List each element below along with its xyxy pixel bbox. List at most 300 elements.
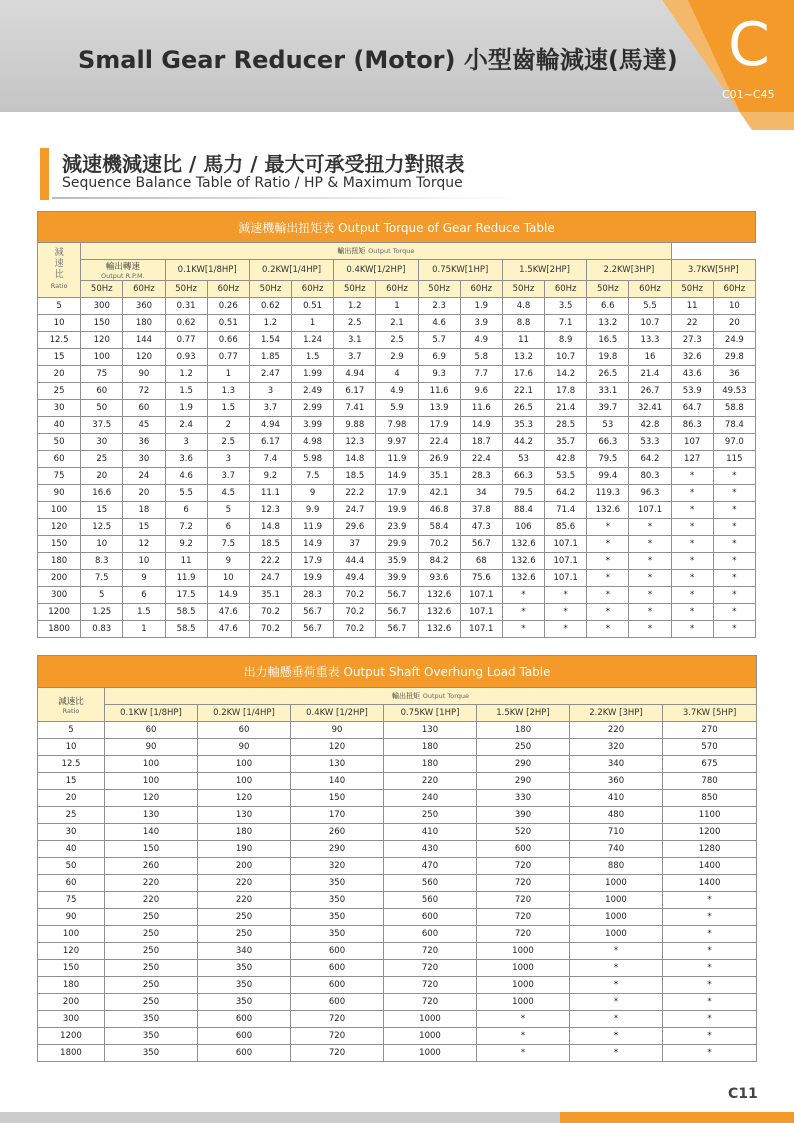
power-header: 0.2KW [1/4HP] <box>198 705 291 722</box>
value-cell: 250 <box>384 807 477 824</box>
power-header: 1.5KW [2HP] <box>477 705 570 722</box>
value-cell: 17.9 <box>292 553 334 570</box>
value-cell: 1000 <box>384 1028 477 1045</box>
power-header: 3.7KW [5HP] <box>663 705 757 722</box>
value-cell: 1.54 <box>249 332 291 349</box>
value-cell: * <box>587 519 629 536</box>
value-cell: 20 <box>123 485 165 502</box>
value-cell: 740 <box>570 841 663 858</box>
ratio-cell: 15 <box>38 773 105 790</box>
value-cell: 300 <box>81 298 123 315</box>
table-row <box>38 756 757 773</box>
value-cell: 34 <box>460 485 502 502</box>
torque-header <box>81 243 671 260</box>
value-cell: * <box>663 1028 757 1045</box>
ratio-cell: 40 <box>38 417 81 434</box>
value-cell: 290 <box>477 756 570 773</box>
value-cell: 46.8 <box>418 502 460 519</box>
value-cell: * <box>671 621 713 638</box>
value-cell: 560 <box>384 875 477 892</box>
value-cell: 1 <box>292 315 334 332</box>
value-cell: 430 <box>384 841 477 858</box>
value-cell: 1000 <box>477 977 570 994</box>
value-cell: 10.7 <box>629 315 671 332</box>
value-cell: 350 <box>291 875 384 892</box>
value-cell: 11 <box>165 553 207 570</box>
value-cell: 250 <box>105 960 198 977</box>
value-cell: * <box>629 587 671 604</box>
value-cell: * <box>663 960 757 977</box>
value-cell: 79.5 <box>502 485 544 502</box>
value-cell: 11.6 <box>418 383 460 400</box>
value-cell: 4.94 <box>249 417 291 434</box>
value-cell: 9 <box>123 570 165 587</box>
value-cell: * <box>570 960 663 977</box>
value-cell: 3.6 <box>165 451 207 468</box>
value-cell: 720 <box>477 909 570 926</box>
value-cell: 250 <box>198 926 291 943</box>
torque-header-zh: 輸出扭矩 <box>337 247 366 255</box>
value-cell: 17.8 <box>545 383 587 400</box>
table-row <box>38 468 756 485</box>
value-cell: 1400 <box>663 858 757 875</box>
value-cell: 37.8 <box>460 502 502 519</box>
value-cell: 96.3 <box>629 485 671 502</box>
ratio-header <box>38 688 105 722</box>
value-cell: 107 <box>671 434 713 451</box>
value-cell: 106 <box>502 519 544 536</box>
value-cell: 33.1 <box>587 383 629 400</box>
value-cell: 53 <box>587 417 629 434</box>
value-cell: 53 <box>502 451 544 468</box>
value-cell: 1.5 <box>165 383 207 400</box>
hz-header: 60Hz <box>629 281 671 298</box>
ratio-cell: 1800 <box>38 621 81 638</box>
value-cell: 107.1 <box>629 502 671 519</box>
section-letter: C <box>728 10 770 80</box>
value-cell: * <box>587 621 629 638</box>
value-cell: 79.5 <box>587 451 629 468</box>
ratio-cell: 300 <box>38 1011 105 1028</box>
value-cell: 6.17 <box>249 434 291 451</box>
value-cell: 350 <box>291 892 384 909</box>
value-cell: 24.7 <box>249 570 291 587</box>
table-row <box>38 909 757 926</box>
value-cell: 12.3 <box>249 502 291 519</box>
value-cell: 600 <box>291 977 384 994</box>
ratio-cell: 10 <box>38 315 81 332</box>
ratio-header-zh: 減速比 <box>54 248 64 280</box>
value-cell: 99.4 <box>587 468 629 485</box>
table-row <box>38 519 756 536</box>
value-cell: 78.4 <box>713 417 755 434</box>
value-cell: 20 <box>713 315 755 332</box>
value-cell: 42.8 <box>629 417 671 434</box>
value-cell: 1000 <box>570 875 663 892</box>
value-cell: 3.7 <box>334 349 376 366</box>
value-cell: 24.9 <box>713 332 755 349</box>
ratio-cell: 40 <box>38 841 105 858</box>
value-cell: 12.5 <box>81 519 123 536</box>
value-cell: 10.7 <box>545 349 587 366</box>
power-header: 3.7KW[5HP] <box>671 260 755 281</box>
value-cell: 90 <box>123 366 165 383</box>
value-cell: 0.51 <box>292 298 334 315</box>
value-cell: 600 <box>477 841 570 858</box>
value-cell: 600 <box>291 943 384 960</box>
value-cell: 1.25 <box>81 604 123 621</box>
ratio-cell: 60 <box>38 875 105 892</box>
value-cell: 11 <box>671 298 713 315</box>
table-row <box>38 587 756 604</box>
value-cell: 600 <box>198 1028 291 1045</box>
value-cell: 410 <box>384 824 477 841</box>
value-cell: * <box>713 519 755 536</box>
value-cell: 5.5 <box>629 298 671 315</box>
value-cell: 19.9 <box>376 502 418 519</box>
value-cell: * <box>671 553 713 570</box>
value-cell: 86.3 <box>671 417 713 434</box>
value-cell: * <box>671 519 713 536</box>
value-cell: 36 <box>713 366 755 383</box>
value-cell: 14.9 <box>292 536 334 553</box>
table-row <box>38 960 757 977</box>
value-cell: 64.2 <box>545 485 587 502</box>
value-cell: 520 <box>477 824 570 841</box>
value-cell: * <box>671 570 713 587</box>
value-cell: 39.9 <box>376 570 418 587</box>
value-cell: 1 <box>376 298 418 315</box>
value-cell: 4.6 <box>418 315 460 332</box>
value-cell: 600 <box>291 994 384 1011</box>
ratio-cell: 5 <box>38 298 81 315</box>
value-cell: 2.4 <box>165 417 207 434</box>
value-cell: 132.6 <box>502 553 544 570</box>
value-cell: 720 <box>477 858 570 875</box>
value-cell: 6 <box>165 502 207 519</box>
torque-header-zh: 輸出扭矩 <box>392 692 421 700</box>
value-cell: 35.1 <box>249 587 291 604</box>
value-cell: 5.8 <box>460 349 502 366</box>
value-cell: * <box>663 909 757 926</box>
value-cell: * <box>502 604 544 621</box>
value-cell: * <box>671 587 713 604</box>
value-cell: 3 <box>165 434 207 451</box>
value-cell: 720 <box>384 977 477 994</box>
value-cell: 470 <box>384 858 477 875</box>
hz-header: 50Hz <box>334 281 376 298</box>
value-cell: 9.3 <box>418 366 460 383</box>
value-cell: 350 <box>198 977 291 994</box>
value-cell: 180 <box>477 722 570 739</box>
value-cell: 260 <box>291 824 384 841</box>
value-cell: * <box>671 536 713 553</box>
value-cell: 9.88 <box>334 417 376 434</box>
value-cell: * <box>629 553 671 570</box>
hz-header: 50Hz <box>502 281 544 298</box>
value-cell: 3 <box>207 451 249 468</box>
value-cell: 350 <box>105 1045 198 1062</box>
value-cell: 2.9 <box>376 349 418 366</box>
ratio-cell: 120 <box>38 943 105 960</box>
value-cell: * <box>629 621 671 638</box>
value-cell: 8.9 <box>545 332 587 349</box>
value-cell: 144 <box>123 332 165 349</box>
table-row <box>38 875 757 892</box>
value-cell: 28.3 <box>460 468 502 485</box>
value-cell: 180 <box>384 756 477 773</box>
value-cell: 220 <box>384 773 477 790</box>
table-row <box>38 790 757 807</box>
value-cell: * <box>545 587 587 604</box>
hz-header: 60Hz <box>376 281 418 298</box>
power-header: 0.75KW [1HP] <box>384 705 477 722</box>
value-cell: 11.1 <box>249 485 291 502</box>
value-cell: 13.3 <box>629 332 671 349</box>
value-cell: 12.3 <box>334 434 376 451</box>
value-cell: 2.99 <box>292 400 334 417</box>
ratio-cell: 300 <box>38 587 81 604</box>
value-cell: 80.3 <box>629 468 671 485</box>
value-cell: * <box>663 943 757 960</box>
value-cell: 220 <box>105 875 198 892</box>
value-cell: 260 <box>105 858 198 875</box>
power-header: 0.75KW[1HP] <box>418 260 502 281</box>
value-cell: 5.98 <box>292 451 334 468</box>
power-header: 0.4KW [1/2HP] <box>291 705 384 722</box>
value-cell: 7.2 <box>165 519 207 536</box>
value-cell: 58.8 <box>713 400 755 417</box>
value-cell: 93.6 <box>418 570 460 587</box>
table-row <box>38 739 757 756</box>
value-cell: 2.5 <box>376 332 418 349</box>
value-cell: 2.49 <box>292 383 334 400</box>
value-cell: 3.9 <box>460 315 502 332</box>
ratio-cell: 90 <box>38 909 105 926</box>
value-cell: 6.9 <box>418 349 460 366</box>
page-title: Small Gear Reducer (Motor) 小型齒輪減速(馬達) <box>78 46 678 74</box>
value-cell: 26.5 <box>502 400 544 417</box>
value-cell: * <box>713 536 755 553</box>
value-cell: 9.2 <box>249 468 291 485</box>
ratio-cell: 25 <box>38 383 81 400</box>
table-row <box>38 943 757 960</box>
value-cell: 1400 <box>663 875 757 892</box>
value-cell: 270 <box>663 722 757 739</box>
value-cell: 150 <box>105 841 198 858</box>
value-cell: 320 <box>570 739 663 756</box>
value-cell: 49.4 <box>334 570 376 587</box>
value-cell: 120 <box>123 349 165 366</box>
value-cell: 56.7 <box>376 587 418 604</box>
value-cell: 22.4 <box>460 451 502 468</box>
table-row <box>38 349 756 366</box>
value-cell: 11.9 <box>292 519 334 536</box>
section-corner-tab <box>0 0 794 130</box>
value-cell: 107.1 <box>545 536 587 553</box>
table-row <box>38 536 756 553</box>
value-cell: 6 <box>123 587 165 604</box>
value-cell: 4 <box>376 366 418 383</box>
value-cell: 28.5 <box>545 417 587 434</box>
value-cell: 240 <box>384 790 477 807</box>
value-cell: 780 <box>663 773 757 790</box>
value-cell: 6 <box>207 519 249 536</box>
value-cell: 1.9 <box>460 298 502 315</box>
value-cell: 9 <box>207 553 249 570</box>
value-cell: 64.2 <box>629 451 671 468</box>
ratio-cell: 1200 <box>38 1028 105 1045</box>
value-cell: 4.98 <box>292 434 334 451</box>
value-cell: 4.94 <box>334 366 376 383</box>
value-cell: 132.6 <box>587 502 629 519</box>
value-cell: 17.9 <box>418 417 460 434</box>
value-cell: 3 <box>249 383 291 400</box>
value-cell: 0.77 <box>207 349 249 366</box>
value-cell: 1.2 <box>165 366 207 383</box>
value-cell: * <box>545 621 587 638</box>
value-cell: 100 <box>105 773 198 790</box>
section-divider <box>52 197 522 199</box>
value-cell: 18.5 <box>249 536 291 553</box>
value-cell: 3.1 <box>334 332 376 349</box>
value-cell: * <box>629 536 671 553</box>
table-row <box>38 383 756 400</box>
value-cell: * <box>570 977 663 994</box>
value-cell: 2.5 <box>334 315 376 332</box>
value-cell: 250 <box>105 926 198 943</box>
value-cell: 127 <box>671 451 713 468</box>
value-cell: 32.41 <box>629 400 671 417</box>
value-cell: 1280 <box>663 841 757 858</box>
value-cell: 132.6 <box>418 587 460 604</box>
value-cell: 8.3 <box>81 553 123 570</box>
value-cell: 47.3 <box>460 519 502 536</box>
value-cell: * <box>587 587 629 604</box>
value-cell: 6.6 <box>587 298 629 315</box>
value-cell: 7.5 <box>292 468 334 485</box>
value-cell: 710 <box>570 824 663 841</box>
value-cell: 47.6 <box>207 604 249 621</box>
value-cell: 115 <box>713 451 755 468</box>
value-cell: 10 <box>123 553 165 570</box>
value-cell: 53.5 <box>545 468 587 485</box>
value-cell: 25 <box>81 451 123 468</box>
value-cell: 11.9 <box>376 451 418 468</box>
value-cell: 58.5 <box>165 621 207 638</box>
value-cell: 90 <box>198 739 291 756</box>
value-cell: 1.99 <box>292 366 334 383</box>
value-cell: 22 <box>671 315 713 332</box>
value-cell: 1 <box>207 366 249 383</box>
table-row <box>38 485 756 502</box>
speed-header-en: Output R.P.M. <box>101 272 145 280</box>
value-cell: 22.2 <box>334 485 376 502</box>
ratio-cell: 25 <box>38 807 105 824</box>
value-cell: 180 <box>384 739 477 756</box>
table-row <box>38 1028 757 1045</box>
value-cell: 0.51 <box>207 315 249 332</box>
value-cell: 70.2 <box>249 621 291 638</box>
value-cell: 27.3 <box>671 332 713 349</box>
value-cell: 720 <box>384 994 477 1011</box>
value-cell: 56.7 <box>460 536 502 553</box>
value-cell: 14.8 <box>249 519 291 536</box>
value-cell: 16 <box>629 349 671 366</box>
value-cell: 675 <box>663 756 757 773</box>
torque-header <box>105 688 757 705</box>
value-cell: 29.8 <box>713 349 755 366</box>
value-cell: 1.3 <box>207 383 249 400</box>
value-cell: 7.4 <box>249 451 291 468</box>
value-cell: 1100 <box>663 807 757 824</box>
value-cell: 600 <box>198 1045 291 1062</box>
value-cell: 11.6 <box>460 400 502 417</box>
value-cell: * <box>477 1045 570 1062</box>
value-cell: * <box>713 587 755 604</box>
value-cell: 1000 <box>384 1045 477 1062</box>
value-cell: 2 <box>207 417 249 434</box>
value-cell: 3.5 <box>545 298 587 315</box>
value-cell: 70.2 <box>334 621 376 638</box>
value-cell: 2.3 <box>418 298 460 315</box>
value-cell: 30 <box>123 451 165 468</box>
table-row <box>38 604 756 621</box>
hz-header: 50Hz <box>81 281 123 298</box>
value-cell: 100 <box>198 756 291 773</box>
value-cell: * <box>671 604 713 621</box>
value-cell: 17.9 <box>376 485 418 502</box>
value-cell: 1000 <box>570 926 663 943</box>
value-cell: 250 <box>198 909 291 926</box>
table-row <box>38 977 757 994</box>
table-row <box>38 994 757 1011</box>
hz-header: 60Hz <box>207 281 249 298</box>
value-cell: 720 <box>291 1045 384 1062</box>
table-row <box>38 332 756 349</box>
value-cell: 29.6 <box>334 519 376 536</box>
value-cell: 330 <box>477 790 570 807</box>
value-cell: 8.8 <box>502 315 544 332</box>
value-cell: 1.85 <box>249 349 291 366</box>
overhung-table-title: 出力軸懸垂荷重表 Output Shaft Overhung Load Table <box>38 656 757 688</box>
value-cell: * <box>477 1011 570 1028</box>
value-cell: 132.6 <box>502 536 544 553</box>
value-cell: 2.1 <box>376 315 418 332</box>
ratio-cell: 100 <box>38 502 81 519</box>
value-cell: 75 <box>81 366 123 383</box>
ratio-cell: 1200 <box>38 604 81 621</box>
value-cell: 350 <box>105 1028 198 1045</box>
value-cell: 14.2 <box>545 366 587 383</box>
value-cell: 720 <box>384 960 477 977</box>
value-cell: 130 <box>105 807 198 824</box>
power-header: 2.2KW [3HP] <box>570 705 663 722</box>
value-cell: 18.5 <box>334 468 376 485</box>
value-cell: 35.3 <box>502 417 544 434</box>
value-cell: 350 <box>291 909 384 926</box>
table-row <box>38 824 757 841</box>
value-cell: 10 <box>713 298 755 315</box>
value-cell: 100 <box>198 773 291 790</box>
ratio-header-en: Ratio <box>50 282 68 290</box>
ratio-cell: 75 <box>38 892 105 909</box>
value-cell: * <box>713 502 755 519</box>
value-cell: 19.8 <box>587 349 629 366</box>
value-cell: 58.5 <box>165 604 207 621</box>
value-cell: 100 <box>105 756 198 773</box>
table-row <box>38 926 757 943</box>
